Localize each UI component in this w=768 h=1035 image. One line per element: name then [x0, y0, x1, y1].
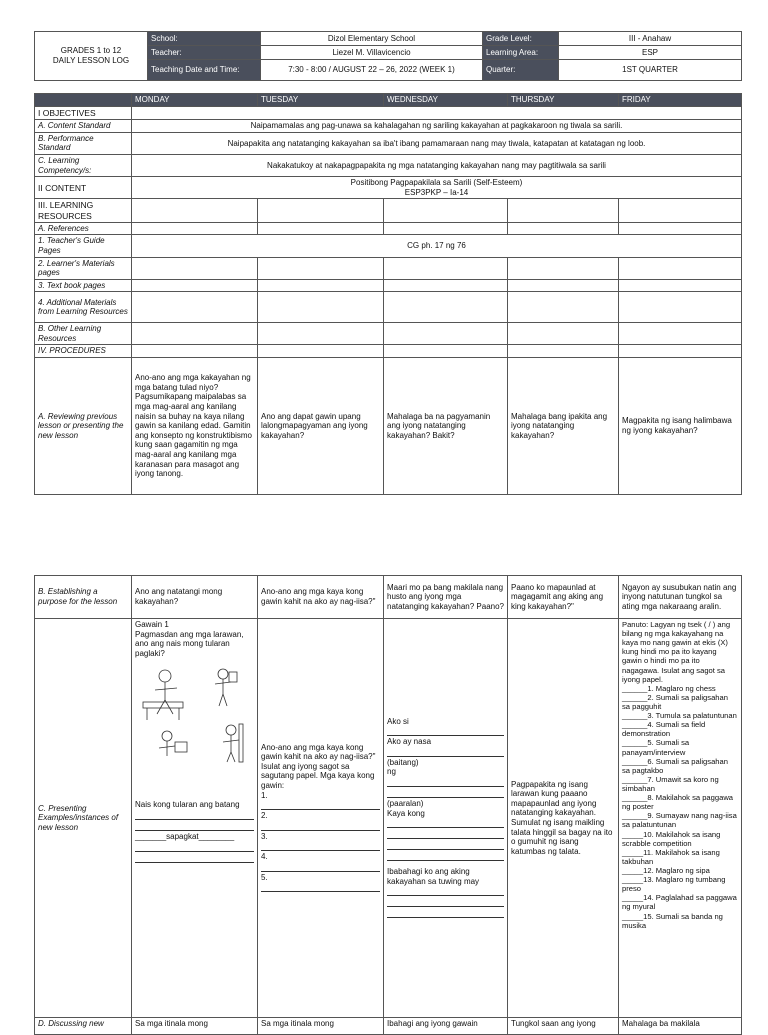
answer-item-4: 4.	[261, 852, 268, 862]
present-wednesday	[384, 619, 508, 1018]
area-label: Learning Area:	[483, 46, 559, 60]
present-monday	[132, 619, 258, 1018]
review-tuesday: Ano ang dapat gawin upang lalongmapagyaman ang iyong kakayahan?	[258, 358, 384, 495]
share-prompt: Ibabahagi ko ang aking kakayahan sa tuwing may	[387, 867, 480, 886]
because-prompt: _______sapagkat________	[135, 831, 235, 841]
day-monday: MONDAY	[132, 94, 258, 107]
school-label: School:	[148, 32, 261, 46]
header-table	[34, 31, 742, 81]
answer-line	[387, 851, 504, 861]
discuss-friday: Mahalaga ba makilala	[619, 1018, 742, 1035]
content-heading: II CONTENT	[35, 177, 132, 199]
checklist-item: _____15. Sumali sa banda ng musika	[622, 911, 723, 930]
day-tuesday: TUESDAY	[258, 94, 384, 107]
emulate-prompt: Nais kong tularan ang batang	[135, 800, 240, 810]
review-thursday: Mahalaga bang ipakita ang iyong natatanging kakayahan?	[508, 358, 619, 495]
children-illustration-icon	[135, 664, 251, 764]
teacher-label: Teacher:	[148, 46, 261, 60]
purpose-thursday: Paano ko mapaunlad at magagamit ang aking ang king kakayahan?"	[508, 576, 619, 619]
checklist-item: _____11. Makilahok sa isang takbuhan	[622, 847, 720, 866]
checklist-item: ______4. Sumali sa field demonstration	[622, 720, 706, 739]
answer-line	[261, 882, 380, 892]
purpose-label: B. Establishing a purpose for the lesson	[35, 576, 132, 619]
answer-line	[261, 800, 380, 810]
content-value	[132, 177, 742, 199]
grade-hint: (baitang)	[387, 757, 419, 767]
discuss-thursday: Tungkol saan ang iyong	[508, 1018, 619, 1035]
answer-line	[387, 897, 504, 907]
lesson-table	[34, 93, 742, 495]
checklist-item: _____14. Paglalahad sa paggawa ng myural	[622, 893, 737, 912]
checklist-item: ______5. Sumali sa panayam/interview	[622, 738, 690, 757]
learning-competency: Nakakatukoy at nakapagpapakita ng mga natatanging kakayahan nang may pagtitiwala sa sarili	[132, 154, 742, 176]
lm-label: 2. Learner's Materials pages	[35, 257, 132, 279]
answer-line	[387, 908, 504, 918]
of-prompt: ng	[387, 767, 396, 777]
discuss-tuesday: Sa mga itinala mong	[258, 1018, 384, 1035]
answer-item-2: 2.	[261, 811, 268, 821]
school-hint: (paaralan)	[387, 799, 424, 808]
answer-line	[387, 829, 504, 839]
discuss-wednesday: Ibahagi ang iyong gawain	[384, 1018, 508, 1035]
grade-label: Grade Level:	[483, 32, 559, 46]
tuesday-question: Ano-ano ang mga kaya kong gawin kahit na ako ay nag-iisa?"	[261, 742, 376, 762]
answer-line	[135, 853, 254, 863]
answer-item-3: 3.	[261, 831, 268, 841]
answer-line	[387, 818, 504, 828]
day-friday: FRIDAY	[619, 94, 742, 107]
answer-item-5: 5.	[261, 872, 268, 882]
day-header-blank	[35, 94, 132, 107]
content-standard-label: A. Content Standard	[35, 120, 132, 133]
answer-line	[387, 886, 504, 896]
answer-line	[387, 747, 504, 757]
checklist-item: ______3. Tumula sa palatuntunan	[622, 711, 737, 721]
present-label: C. Presenting Examples/instances of new lesson	[35, 619, 132, 1018]
quarter-label: Quarter:	[483, 60, 559, 81]
activity-title: Gawain 1	[135, 620, 169, 629]
answer-line	[387, 840, 504, 850]
answer-line	[261, 862, 380, 872]
present-thursday: Pagpapakita ng isang larawan kung paaano mapapaunlad ang iyong natatanging kakayahan. Sumulat ng isang maikling talata hinggil sa bagay na ito o gumuhit ng isang katumbas ng talata.	[508, 619, 619, 1018]
teacher-value: Liezel M. Villavicencio	[261, 46, 483, 60]
present-tuesday	[258, 619, 384, 1018]
checklist-item: ______1. Maglaro ng chess	[622, 683, 716, 693]
references-label: A. References	[35, 222, 132, 235]
content-code: ESP3PKP – Ia-14	[404, 187, 469, 197]
purpose-friday: Ngayon ay susubukan natin ang inyong natutunan tungkol sa ating mga nakaraang aralin.	[619, 576, 742, 619]
date-value: 7:30 - 8:00 / AUGUST 22 – 26, 2022 (WEEK 1)	[261, 60, 483, 81]
answer-line	[135, 810, 254, 820]
other-label: B. Other Learning Resources	[35, 323, 132, 345]
grade-value: III - Anahaw	[559, 32, 742, 46]
resources-heading: III. LEARNING RESOURCES	[35, 199, 132, 222]
tg-value: CG ph. 17 ng 76	[132, 235, 742, 257]
procedures-heading: IV. PROCEDURES	[35, 345, 132, 358]
checklist-item: ______8. Makilahok sa paggawa ng poster	[622, 793, 734, 812]
checklist-item: ______7. Umawit sa koro ng simbahan	[622, 774, 719, 793]
ability-prompt: Kaya kong	[387, 808, 425, 818]
answer-line	[387, 788, 504, 798]
answer-line	[261, 841, 380, 851]
day-wednesday: WEDNESDAY	[384, 94, 508, 107]
content-topic: Positibong Pagpapakilala sa Sarili (Self-Esteem)	[350, 178, 523, 188]
answer-item-1: 1.	[261, 790, 268, 800]
day-thursday: THURSDAY	[508, 94, 619, 107]
checklist-item: _____13. Maglaro ng tumbang preso	[622, 875, 726, 894]
discuss-label: D. Discussing new	[35, 1018, 132, 1035]
answer-line	[135, 821, 254, 831]
date-label: Teaching Date and Time:	[148, 60, 261, 81]
purpose-tuesday: Ano-ano ang mga kaya kong gawin kahit na ako ay nag-iisa?"	[258, 576, 384, 619]
purpose-monday: Ano ang natatangi mong kakayahan?	[132, 576, 258, 619]
log-title: GRADES 1 to 12 DAILY LESSON LOG	[35, 32, 148, 81]
checklist-item: _____12. Maglaro ng sipa	[622, 865, 710, 875]
answer-line	[387, 726, 504, 736]
answer-line	[261, 821, 380, 831]
children-drawing	[135, 664, 254, 764]
checklist-item: ______9. Sumayaw nang nag-iisa sa palatuntunan	[622, 811, 737, 830]
answer-line	[387, 777, 504, 787]
checklist-item: ______2. Sumali sa paligsahan sa pagguhit	[622, 692, 728, 711]
name-prompt: Ako si	[387, 716, 409, 726]
lesson-table-continued	[34, 575, 742, 1035]
review-monday: Ano-ano ang mga kakayahan ng mga batang tulad niyo? Pagsumikapang maipalabas sa mga mag-aaral ang kanilang naisin sa buhay na kaya nilang gawin sa kanilang edad. Gamitin ang konsepto ng konstruktibismo kung saan gagamitin ng mga mag-aaral ang kanilang mga karanasan para masagot ang iyong tanong.	[132, 358, 258, 495]
performance-standard: Naipapakita ang natatanging kakayahan sa iba't ibang pamamaraan nang may tiwala, katapatan at katatagan ng loob.	[132, 132, 742, 154]
purpose-wednesday: Maari mo pa bang makilala nang husto ang iyong mga natatanging kakayahan? Paano?	[384, 576, 508, 619]
content-standard: Naipamamalas ang pag-unawa sa kahalagahan ng sariling kakayahan at pagkakaroon ng tiwala sa sarili.	[132, 120, 742, 133]
additional-label: 4. Additional Materials from Learning Resources	[35, 292, 132, 323]
checklist-item: ______6. Sumali sa paligsahan sa pagtakbo	[622, 756, 728, 775]
area-value: ESP	[559, 46, 742, 60]
review-label: A. Reviewing previous lesson or presenting the new lesson	[35, 358, 132, 495]
grade-prompt: Ako ay nasa	[387, 737, 432, 747]
competency-label: C. Learning Competency/s:	[35, 154, 132, 176]
tuesday-instruction: Isulat ang iyong sagot sa sagutang papel. Mga kaya kong gawin:	[261, 761, 375, 790]
present-friday	[619, 619, 742, 1018]
answer-line	[135, 842, 254, 852]
tb-label: 3. Text book pages	[35, 279, 132, 292]
tg-label: 1. Teacher's Guide Pages	[35, 235, 132, 257]
quarter-value: 1ST QUARTER	[559, 60, 742, 81]
objectives-heading: I OBJECTIVES	[35, 107, 132, 120]
performance-label: B. Performance Standard	[35, 132, 132, 154]
friday-instruction: Panuto: Lagyan ng tsek ( / ) ang bilang ng mga kakayahang na kaya mo nang gawin at ekis (X) kung hindi mo pa ito kayang gawin o hindi mo pa ito nagagawa. Isulat ang sagot sa iyong papel.	[622, 620, 731, 684]
review-friday: Magpakita ng isang halimbawa ng iyong kakayahan?	[619, 358, 742, 495]
review-wednesday: Mahalaga ba na pagyamanin ang iyong natatanging kakayahan? Bakit?	[384, 358, 508, 495]
school-value: Dizol Elementary School	[261, 32, 483, 46]
checklist-item: _____10. Makilahok sa isang scrabble competition	[622, 829, 721, 848]
activity-instruction: Pagmasdan ang mga larawan, ano ang nais mong tularan paglaki?	[135, 629, 244, 658]
discuss-monday: Sa mga itinala mong	[132, 1018, 258, 1035]
